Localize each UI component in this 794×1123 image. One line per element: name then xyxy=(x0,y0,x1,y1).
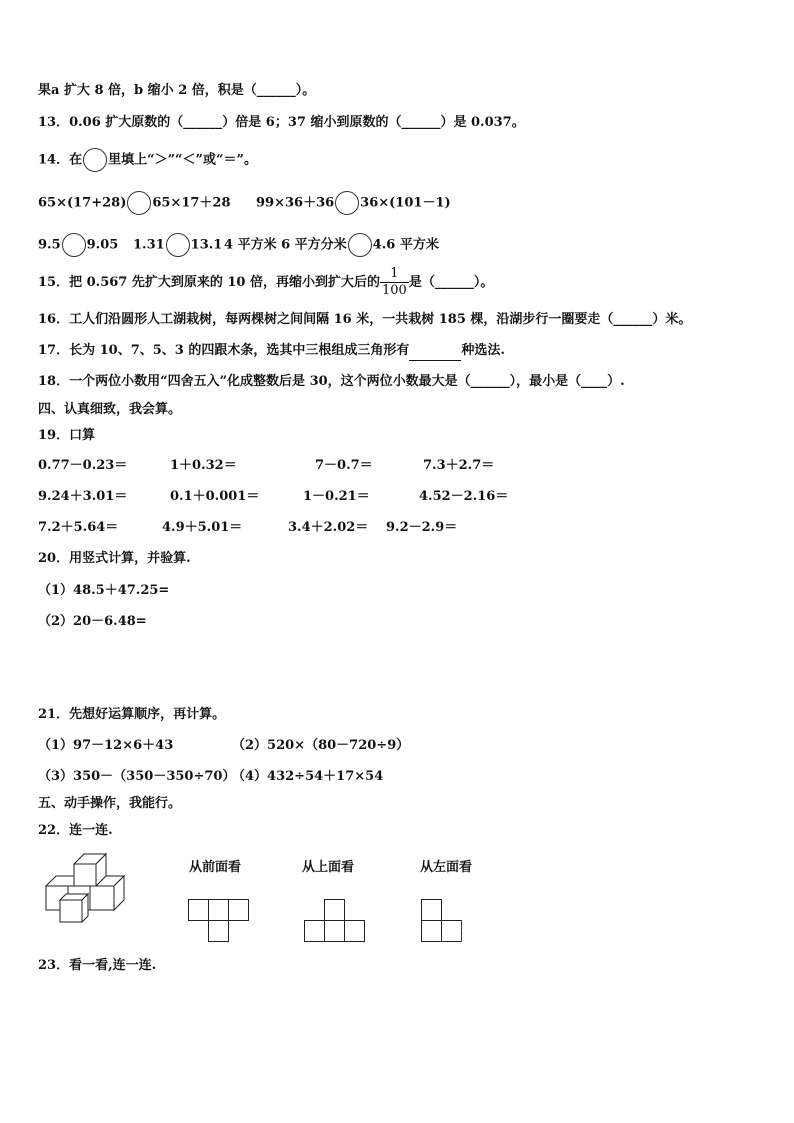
cube-stack-drawing xyxy=(40,852,130,927)
oral-calc: 1＋0.32＝ xyxy=(170,458,237,473)
oral-calc: 4.9＋5.01＝ xyxy=(162,520,243,535)
expr: 99×36＋36 xyxy=(256,195,335,211)
q14-row1-right xyxy=(256,191,451,215)
view-drawing-2[interactable] xyxy=(304,899,366,943)
oral-calc: 7.3＋2.7＝ xyxy=(423,458,495,473)
section-5-heading: 五、动手操作，我能行。 xyxy=(38,796,182,811)
q17 xyxy=(38,342,505,361)
q13: 13．0.06 扩大原数的（______）倍是 6；37 缩小到原数的（______）是 0.037。 xyxy=(38,115,525,130)
q15-text-after: 是（______）。 xyxy=(408,275,494,290)
oral-calc: 7－0.7＝ xyxy=(315,458,373,473)
expr: 65×17＋28 xyxy=(152,195,231,211)
q15 xyxy=(38,266,493,300)
compare-circle[interactable] xyxy=(166,233,190,257)
expr: 4 平方米 6 平方分米 xyxy=(224,237,347,253)
q14-row2-b xyxy=(133,233,222,257)
q14-row2-c xyxy=(224,233,439,257)
compare-circle[interactable] xyxy=(127,191,151,215)
view-label-left: 从左面看 xyxy=(420,860,473,875)
q20-item: （2）20－6.48= xyxy=(38,614,147,629)
expr: 4.6 平方米 xyxy=(372,237,439,253)
q22-title: 22．连一连. xyxy=(38,823,113,838)
fraction xyxy=(380,266,409,299)
oral-calc: 7.2＋5.64＝ xyxy=(38,520,119,535)
oral-calc: 9.2－2.9＝ xyxy=(386,520,458,535)
expr: 9.5 xyxy=(38,237,61,253)
compare-circle[interactable] xyxy=(62,233,86,257)
q21-item: （1）97－12×6＋43 xyxy=(38,738,174,753)
q14-row2-a xyxy=(38,233,118,257)
q21-item: （2）520×（80－720÷9） xyxy=(232,738,410,753)
q12-tail: 果a 扩大 8 倍，b 缩小 2 倍，积是（______）。 xyxy=(38,83,316,98)
expr: 36×(101－1) xyxy=(360,195,451,211)
oral-calc: 4.52－2.16＝ xyxy=(419,489,509,504)
fraction-numerator: 1 xyxy=(380,266,409,283)
q21-item: （3）350－（350－350÷70） xyxy=(38,769,236,784)
q21-item: （4）432÷54＋17×54 xyxy=(232,769,384,784)
q20-item: （1）48.5＋47.25= xyxy=(38,583,170,598)
q18: 18．一个两位小数用“四舍五入”化成整数后是 30，这个两位小数最大是（______），最小是（____）. xyxy=(38,374,625,389)
section-4-heading: 四、认真细致，我会算。 xyxy=(38,402,182,417)
q16: 16．工人们沿圆形人工湖栽树，每两棵树之间间隔 16 米，一共栽树 185 棵，沿湖步行一圈要走（______）米。 xyxy=(38,312,692,327)
q14-row1-left xyxy=(38,191,231,215)
expr: 65×(17+28) xyxy=(38,195,127,211)
q15-text: 15．把 0.567 先扩大到原来的 10 倍，再缩小到扩大后的 xyxy=(38,275,380,290)
q19-title: 19．口算 xyxy=(38,428,96,443)
compare-circle[interactable] xyxy=(83,148,107,172)
expr: 9.05 xyxy=(86,237,119,253)
q14-suffix: 里填上“＞”“＜”或“＝”。 xyxy=(108,152,257,168)
view-label-top: 从上面看 xyxy=(302,860,355,875)
oral-calc: 0.77－0.23＝ xyxy=(38,458,128,473)
fraction-denominator: 100 xyxy=(382,283,407,298)
oral-calc: 0.1＋0.001＝ xyxy=(170,489,260,504)
q17-text-after: 种选法. xyxy=(461,343,505,358)
compare-circle[interactable] xyxy=(348,233,372,257)
answer-blank[interactable] xyxy=(409,342,461,361)
view-drawing-1[interactable] xyxy=(188,899,250,943)
q20-title: 20．用竖式计算，并验算. xyxy=(38,551,191,566)
oral-calc: 3.4＋2.02＝ xyxy=(288,520,369,535)
q14-prefix: 14．在 xyxy=(38,152,83,168)
q21-title: 21．先想好运算顺序，再计算。 xyxy=(38,707,226,722)
q17-text: 17．长为 10、7、5、3 的四跟木条，选其中三根组成三角形有 xyxy=(38,343,410,358)
oral-calc: 9.24＋3.01＝ xyxy=(38,489,128,504)
q14-title xyxy=(38,148,257,172)
q23-title: 23．看一看,连一连. xyxy=(38,958,157,973)
expr: 13.1 xyxy=(190,237,223,253)
dashed-edge xyxy=(461,920,463,942)
expr: 1.31 xyxy=(133,237,165,253)
cube-stack-figure xyxy=(40,852,130,927)
view-label-front: 从前面看 xyxy=(189,860,242,875)
compare-circle[interactable] xyxy=(335,191,359,215)
view-drawing-3[interactable] xyxy=(421,899,465,943)
oral-calc: 1－0.21＝ xyxy=(303,489,370,504)
